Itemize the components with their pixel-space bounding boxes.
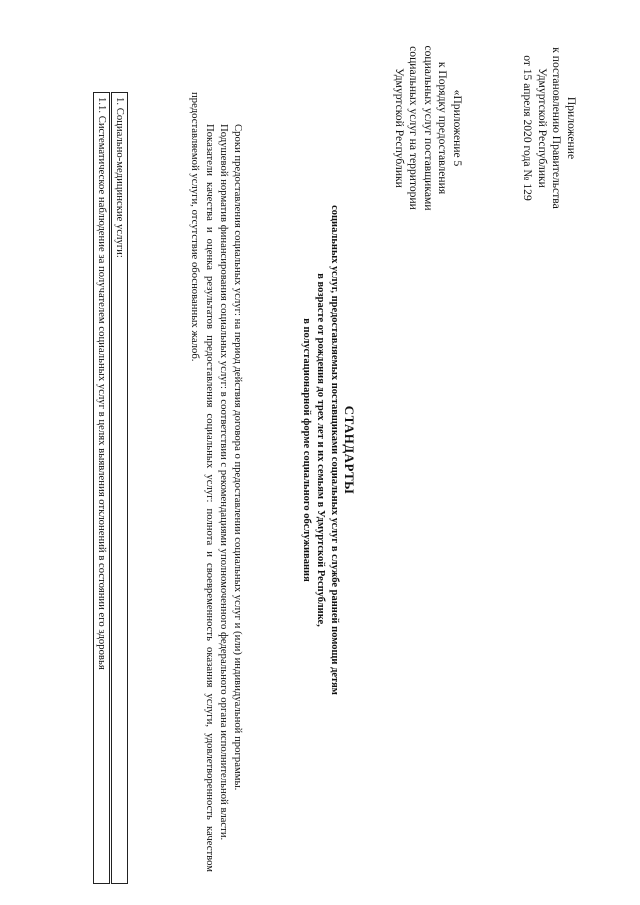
title-standards: СТАНДАРТЫ xyxy=(342,405,357,495)
title-line: в возрасте от рождения до трех лет и их семьям в Удмуртской Республике, xyxy=(315,273,326,627)
section-header-cell: 1. Социально-медицинские услуги: xyxy=(111,93,128,884)
appendix-5-to-procedure xyxy=(392,8,465,248)
document-title xyxy=(299,40,357,860)
appendix-line: социальных услуг поставщиками xyxy=(422,45,435,211)
appendix-line: к Порядку предоставления xyxy=(436,61,450,195)
appendix-line: от 15 апреля 2020 года № 129 xyxy=(521,55,535,201)
title-line: в полустационарной форме социального обслуживания xyxy=(301,318,312,582)
title-line: социальных услуг, предоставляемых поставщиками социальных услуг в службе ранней помощи детям xyxy=(329,205,340,695)
appendix-line: к постановлению Правительства xyxy=(550,47,564,209)
appendix-line: социальных услуг на территории xyxy=(407,46,421,210)
appendix-line: Удмуртской Республики xyxy=(536,68,549,188)
appendix-line: Приложение xyxy=(565,96,578,160)
appendix-line: Удмуртской Республики xyxy=(393,68,406,188)
table-row xyxy=(94,93,111,884)
paragraph-funding: Подушевой норматив финансирования социальных услуг: в соответствии с рекомендациями уполномоченного федерального органа исполнительной власти. xyxy=(217,124,230,841)
paragraph-quality: Показатели качества и оценка результатов предоставления социальных услуг: полнота и своевременность оказания услуги, удовлетворенность качеством предоставляемой услуги, отсутствие обоснованных жалоб. xyxy=(189,92,216,872)
service-cell: 1.1. Систематическое наблюдение за получателем социальных услуг в целях выявления отклонений в состоянии его здоровья xyxy=(94,93,111,884)
appendix-line: «Приложение 5 xyxy=(451,89,464,167)
appendix-to-resolution xyxy=(520,8,578,248)
services-table xyxy=(93,92,128,884)
document-body xyxy=(188,92,245,872)
paragraph-terms: Сроки предоставления социальных услуг: на период действия договора о предоставлении социальных услуг и (или) индивидуальной программы. xyxy=(232,124,244,791)
table-row xyxy=(111,93,128,884)
